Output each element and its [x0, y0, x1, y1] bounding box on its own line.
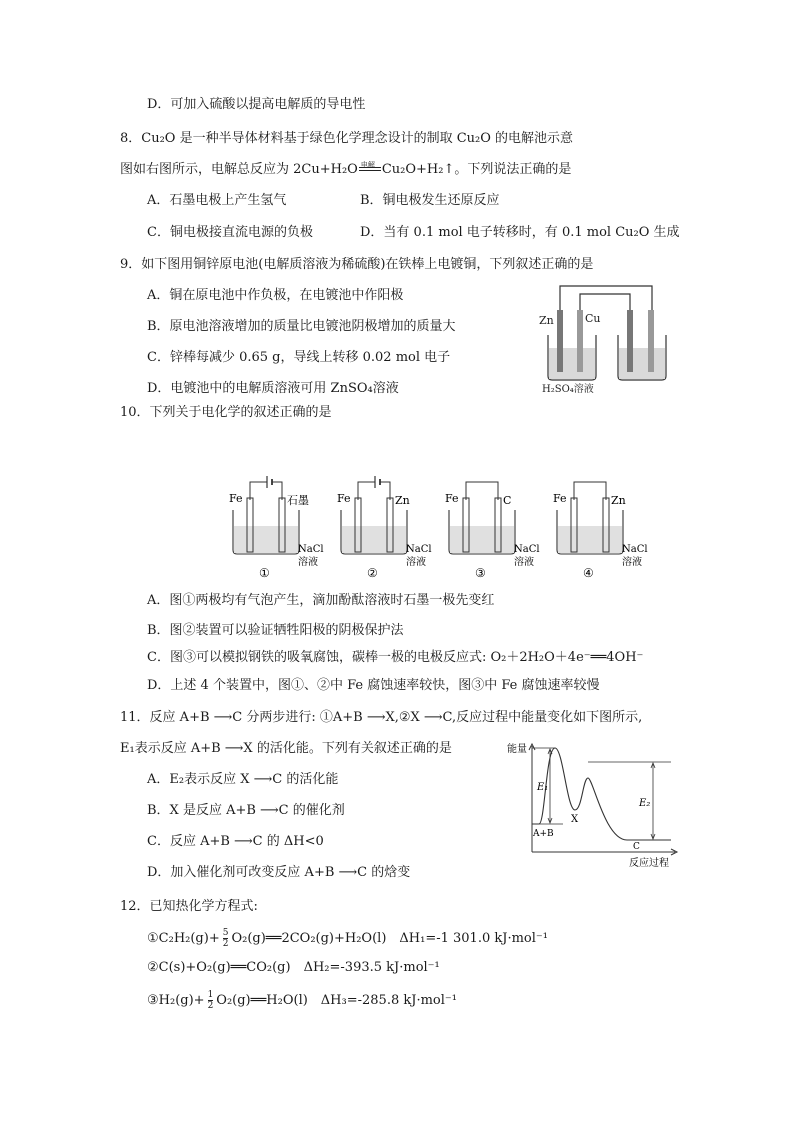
q9-stem: 9．如下图用铜锌原电池(电解质溶液为稀硫酸)在铁棒上电镀铜，下列叙述正确的是 [120, 257, 594, 272]
q10-option-b: B．图②装置可以验证牺牲阳极的阴极保护法 [147, 623, 404, 638]
q9-solution-label: H₂SO₄溶液 [542, 384, 594, 395]
q12-stem: 12．已知热化学方程式: [120, 899, 258, 914]
q10-cell2-left-label: Fe [337, 492, 351, 505]
q9-galvanic-cell-figure [530, 280, 680, 395]
q10-cell-1 [229, 476, 324, 580]
q11-stem-line2: E₁表示反应 A+B ⟶X 的活化能。下列有关叙述正确的是 [120, 741, 452, 756]
q10-cell1-solution-2: 溶液 [298, 557, 318, 568]
q10-cell3-solution-2: 溶液 [514, 557, 534, 568]
q9-zn-label: Zn [539, 314, 554, 327]
q12-equation-2: ②C(s)+O₂(g)══CO₂(g) ΔH₂=-393.5 kJ·mol⁻¹ [147, 960, 440, 975]
q10-cell2-right-label: Zn [395, 494, 410, 507]
q8-option-b: B．铜电极发生还原反应 [360, 193, 500, 208]
q10-cell3-number: ③ [475, 566, 486, 580]
q8-condition-arrow [359, 163, 381, 173]
q11-c-label: C [633, 842, 640, 852]
q10-cell1-solution-1: NaCl [298, 544, 324, 555]
q11-ab-label: A+B [533, 829, 554, 839]
q8-option-c: C．铜电极接直流电源的负极 [147, 225, 313, 240]
q10-cells-figure [225, 470, 650, 585]
q10-cell1-right-label: 石墨 [287, 494, 309, 507]
q12-eq1-fraction [223, 928, 229, 949]
q12-eq3-part2: O₂(g)══H₂O(l) ΔH₃=-285.8 kJ·mol⁻¹ [216, 993, 457, 1008]
q12-eq1-part2: O₂(g)══2CO₂(g)+H₂O(l) ΔH₁=-1 301.0 kJ·mol⁻¹ [231, 931, 548, 946]
q10-cell4-number: ④ [583, 566, 594, 580]
q11-xlabel: 反应过程 [629, 858, 669, 868]
q8-option-d: D．当有 0.1 mol 电子转移时，有 0.1 mol Cu₂O 生成 [360, 225, 680, 240]
q11-ylabel: 能量 [507, 744, 527, 755]
q8-stem-part1: 图如右图所示，电解总反应为 2Cu+H₂O [120, 162, 358, 177]
q10-cell-3 [445, 482, 540, 580]
q12-equation-1 [147, 928, 548, 949]
q8-stem-line2 [120, 161, 571, 179]
q10-cell2-solution-1: NaCl [406, 544, 432, 555]
q10-option-a: A．图①两极均有气泡产生，滴加酚酞溶液时石墨一极先变红 [147, 593, 495, 608]
q11-x-label: X [571, 814, 579, 825]
q10-cell1-number: ① [259, 566, 270, 580]
q11-option-a: A．E₂表示反应 X ⟶C 的活化能 [147, 772, 339, 787]
q9-option-d: D．电镀池中的电解质溶液可用 ZnSO₄溶液 [147, 381, 399, 396]
q10-cell2-solution-2: 溶液 [406, 557, 426, 568]
q10-cell-4 [553, 482, 648, 580]
q10-option-c: C．图③可以模拟钢铁的吸氧腐蚀，碳棒一极的电极反应式: O₂＋2H₂O＋4e⁻══4OH⁻ [147, 650, 644, 665]
q10-cell4-solution-1: NaCl [622, 544, 648, 555]
q9-option-b: B．原电池溶液增加的质量比电镀池阴极增加的质量大 [147, 319, 456, 334]
q8-stem-part2: Cu₂O+H₂↑。下列说法正确的是 [381, 162, 572, 177]
q9-option-c: C．锌棒每减少 0.65 g，导线上转移 0.02 mol 电子 [147, 350, 451, 365]
q8-option-a: A．石墨电极上产生氢气 [147, 193, 287, 208]
q10-cell-2 [337, 476, 432, 580]
q12-equation-3 [147, 990, 457, 1011]
q10-cell4-left-label: Fe [553, 492, 567, 505]
q10-cell1-left-label: Fe [229, 492, 243, 505]
q11-e1-label: E₁ [537, 782, 549, 793]
q12-eq1-part1: ①C₂H₂(g)+ [147, 931, 220, 946]
q10-cell3-left-label: Fe [445, 492, 459, 505]
q7-option-d: D．可加入硫酸以提高电解质的导电性 [147, 97, 366, 112]
q10-stem: 10．下列关于电化学的叙述正确的是 [120, 405, 332, 420]
q11-stem-line1: 11．反应 A+B ⟶C 分两步进行: ①A+B ⟶X,②X ⟶C,反应过程中能量变化如下图所示, [120, 710, 643, 725]
q9-cu-label: Cu [585, 312, 601, 325]
q8-stem-line1: 8．Cu₂O 是一种半导体材料基于绿色化学理念设计的制取 Cu₂O 的电解池示意 [120, 131, 574, 146]
q11-option-c: C．反应 A+B ⟶C 的 ΔH<0 [147, 834, 324, 849]
q10-cell3-solution-1: NaCl [514, 544, 540, 555]
q12-eq3-fraction [208, 990, 214, 1011]
q11-e2-label: E₂ [639, 798, 651, 809]
q12-eq1-denominator: 2 [222, 939, 229, 949]
q11-option-b: B．X 是反应 A+B ⟶C 的催化剂 [147, 803, 345, 818]
q10-cell3-right-label: C [503, 494, 512, 507]
q10-cell4-right-label: Zn [611, 494, 626, 507]
q9-option-a: A．铜在原电池中作负极，在电镀池中作阳极 [147, 288, 404, 303]
q11-energy-diagram [505, 738, 680, 868]
q12-eq1-numerator: 5 [222, 928, 229, 938]
q10-cell2-number: ② [367, 566, 378, 580]
q12-eq3-part1: ③H₂(g)+ [147, 993, 205, 1008]
q12-eq3-denominator: 2 [207, 1001, 214, 1011]
q12-eq3-numerator: 1 [207, 990, 214, 1000]
q10-cell4-solution-2: 溶液 [622, 557, 642, 568]
q10-option-d: D．上述 4 个装置中，图①、②中 Fe 腐蚀速率较快，图③中 Fe 腐蚀速率较慢 [147, 678, 600, 693]
q11-option-d: D．加入催化剂可改变反应 A+B ⟶C 的焓变 [147, 865, 411, 880]
q8-condition-text: 电解 [360, 161, 375, 169]
